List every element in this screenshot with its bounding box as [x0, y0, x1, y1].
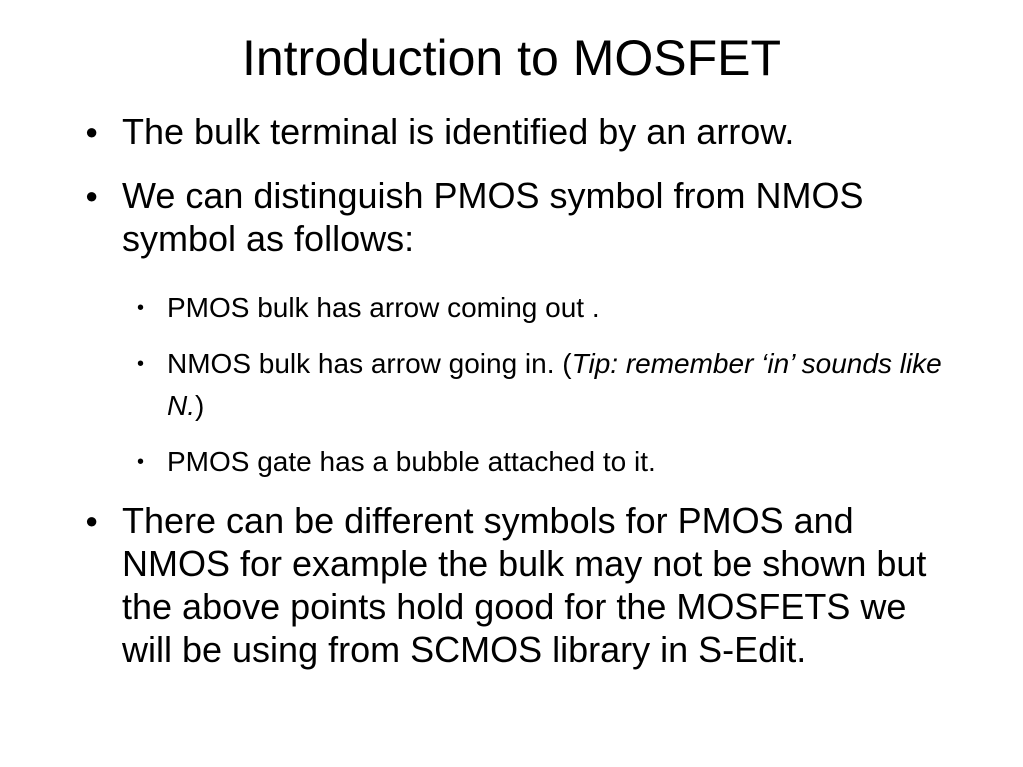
bullet-text: We can distinguish PMOS symbol from NMOS symbol as follows:: [122, 175, 864, 259]
sub-bullet-text: NMOS bulk has arrow going in. (: [167, 348, 572, 379]
sub-bullet-marker: •: [137, 297, 145, 319]
bullet-marker: ●: [85, 508, 99, 533]
bullet-text: There can be different symbols for PMOS and NMOS for example the bulk may not be shown but the above points hold good for the MOSFETS we will be using from SCMOS library in S-Edit.: [122, 500, 927, 670]
sub-bullet-item: [137, 287, 957, 329]
sub-bullet-item: [137, 441, 957, 483]
tip-text: Tip: remember ‘in’ sounds like N.: [167, 348, 942, 421]
bullet-marker: ●: [85, 183, 99, 208]
sub-bullet-marker: •: [137, 451, 145, 473]
bullet-item: [85, 174, 962, 260]
bullet-item: [85, 499, 962, 671]
bullet-marker: ●: [85, 119, 99, 144]
bullet-item: [85, 110, 962, 153]
sub-bullet-text: PMOS gate has a bubble attached to it.: [167, 446, 656, 477]
sub-bullet-marker: •: [137, 353, 145, 375]
sub-bullet-item: [137, 343, 957, 427]
slide-title: Introduction to MOSFET: [241, 30, 782, 86]
sub-bullet-text-end: ): [195, 390, 205, 421]
bullet-text: The bulk terminal is identified by an arrow.: [122, 111, 795, 152]
sub-bullet-text: PMOS bulk has arrow coming out .: [167, 292, 600, 323]
